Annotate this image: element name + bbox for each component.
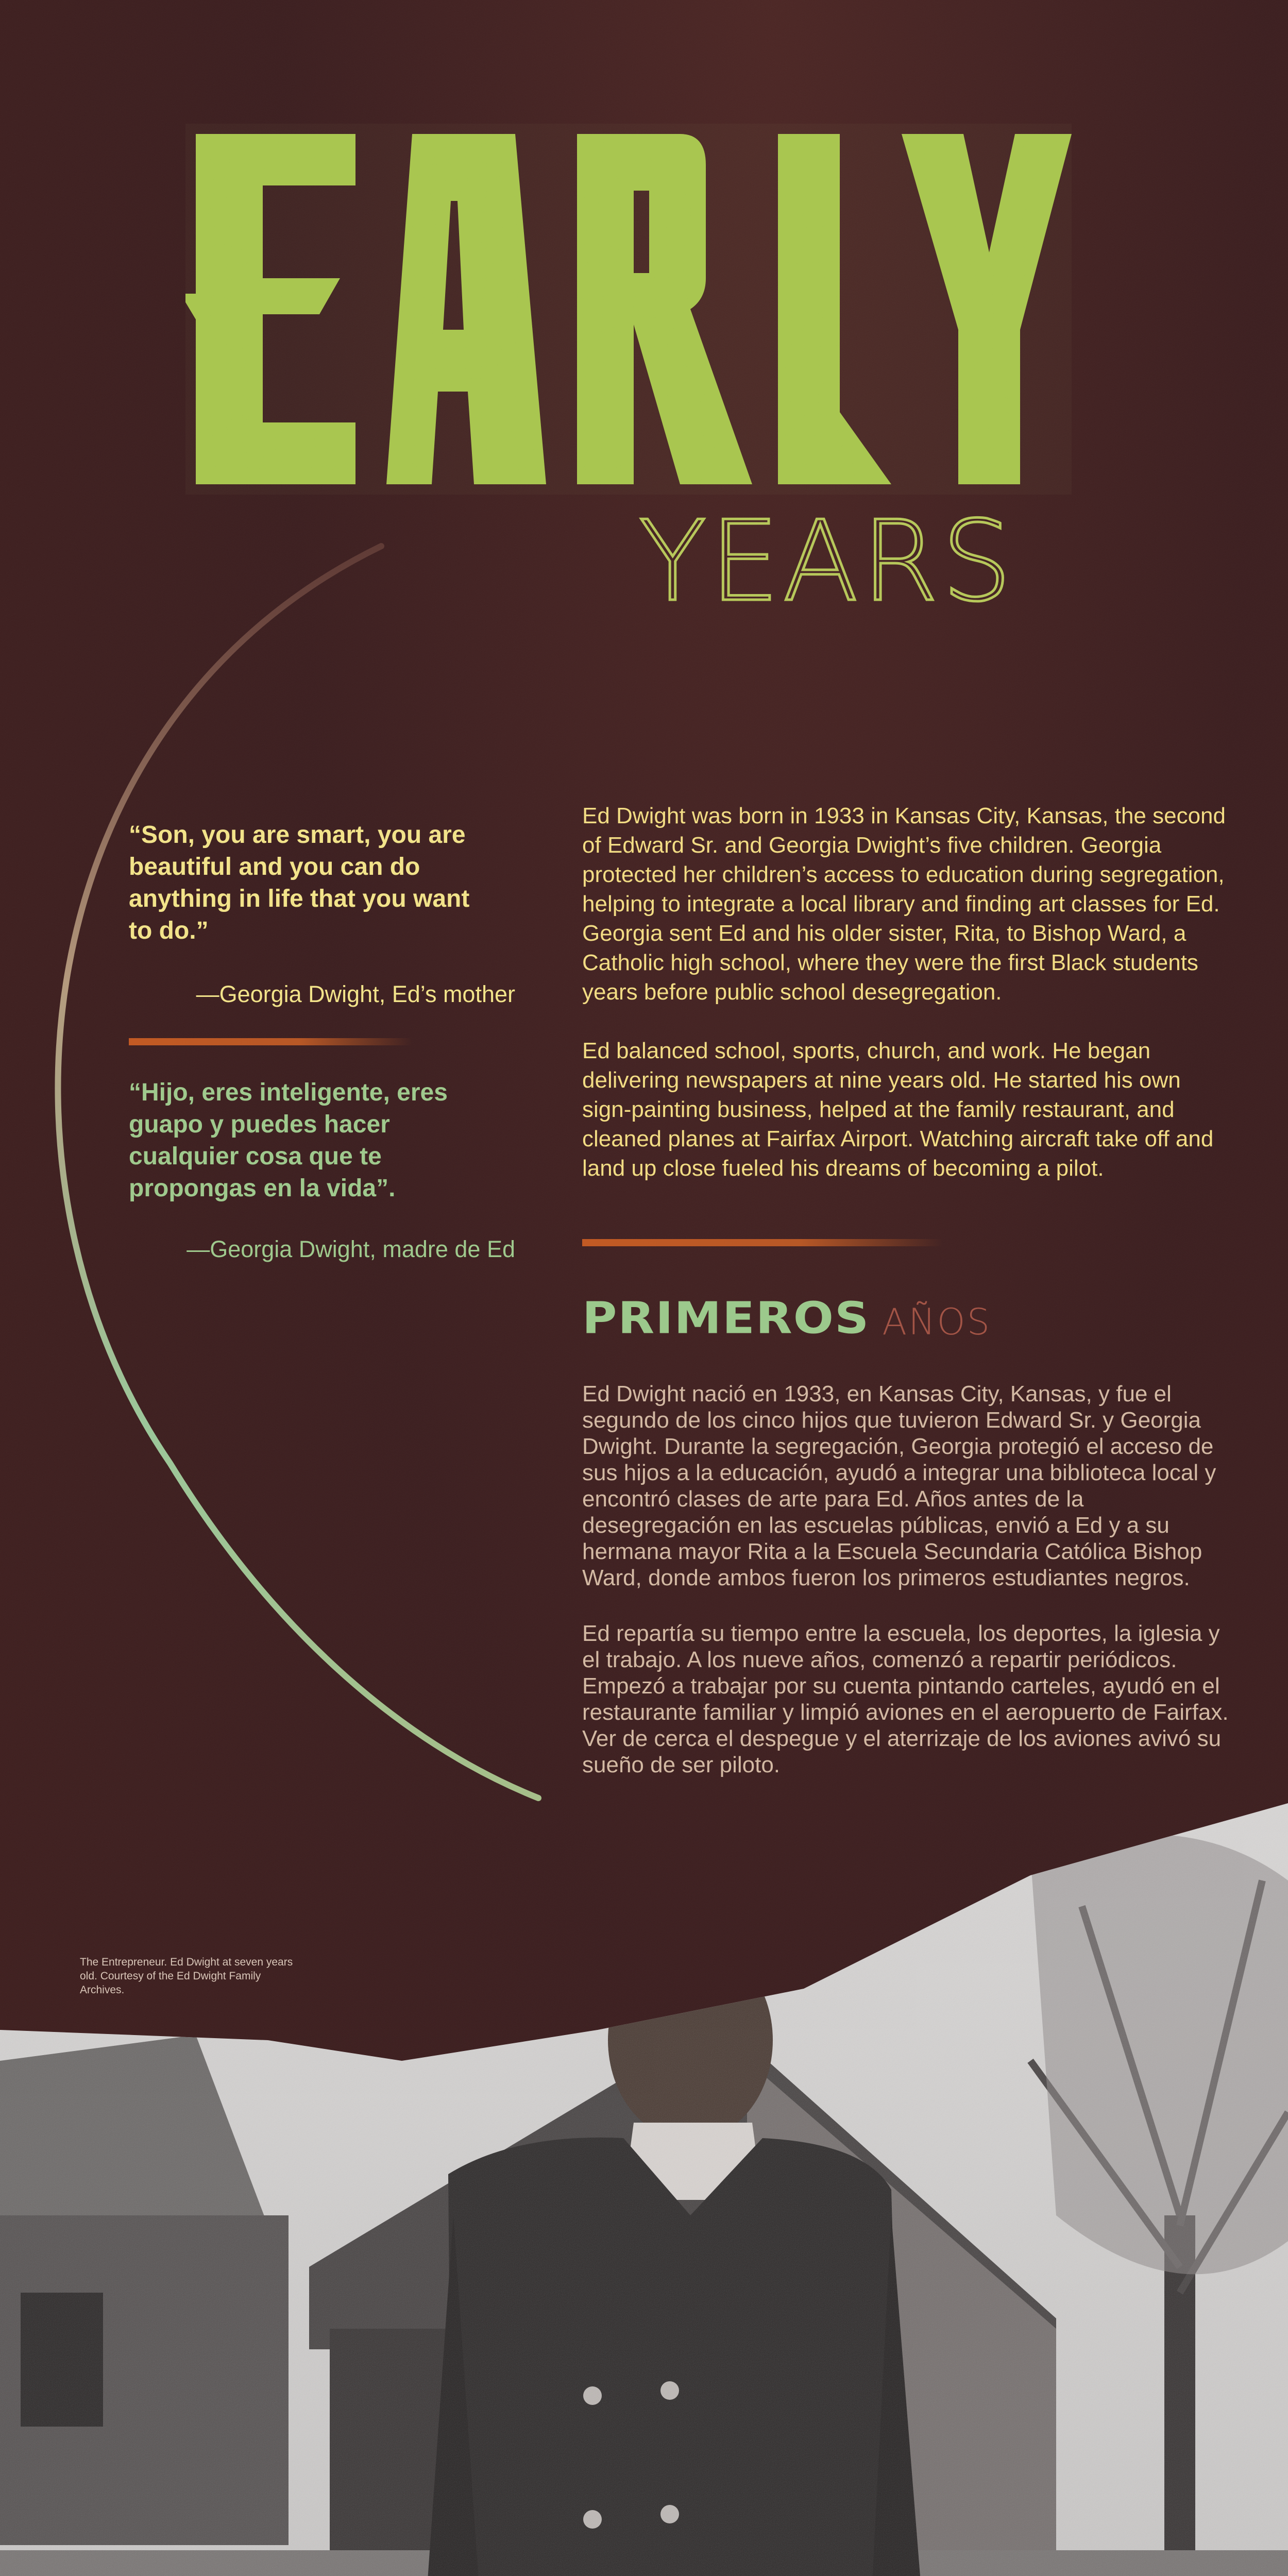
body-english-paragraph-2: Ed balanced school, sports, church, and work. He began delivering newspapers at nine years old. He started his own sign-painting business, helped at the family restaurant, and cleaned planes at Fairfax Airport. Watching aircraft take off and land up close fueled his dreams of becoming a pilot. xyxy=(582,1036,1226,1183)
photo-caption: The Entrepreneur. Ed Dwight at seven years old. Courtesy of the Ed Dwight Family Archives. xyxy=(80,1955,296,1997)
heading-spanish-primeros: PRIMEROS xyxy=(582,1293,870,1343)
title-years: YEARS xyxy=(613,507,1015,616)
body-spanish-paragraph-2: Ed repartía su tiempo entre la escuela, los deportes, la iglesia y el trabajo. A los nueve años, comenzó a repartir periódicos. Empezó a trabajar por su cuenta pintando carteles, ayudó en el restaurante familiar y limpió aviones en el aeropuerto de Fairfax. Ver de cerca el despegue y el aterrizaje de los aviones avivó su sueño de ser piloto. xyxy=(582,1620,1231,1778)
quote-english: “Son, you are smart, you are beautiful and you can do anything in life that you want to do.” xyxy=(129,819,495,947)
quote-spanish: “Hijo, eres inteligente, eres guapo y puedes hacer cualquier cosa que te propongas en la vida”. xyxy=(129,1077,495,1205)
body-english-paragraph-1: Ed Dwight was born in 1933 in Kansas City, Kansas, the second of Edward Sr. and Georgia Dwight’s five children. Georgia protected her children’s access to education during segregation, helping to integrate a local library and finding art classes for Ed. Georgia sent Ed and his older sister, Rita, to Bishop Ward, a Catholic high school, where they were the first Black students years before public school desegregation. xyxy=(582,801,1226,1007)
quote-attribution-english: —Georgia Dwight, Ed’s mother xyxy=(124,979,515,1010)
body-spanish-paragraph-1: Ed Dwight nació en 1933, en Kansas City, Kansas, y fue el segundo de los cinco hijos que tuvieron Edward Sr. y Georgia Dwight. Durante la segregación, Georgia protegió el acceso de sus hijos a la educación, ayudó a integrar una biblioteca local y encontró clases de arte para Ed. Años antes de la desegregación en las escuelas públicas, envió a Ed y a su hermana mayor Rita a la Escuela Secundaria Católica Bishop Ward, donde ambos fueron los primeros estudiantes negros. xyxy=(582,1381,1231,1591)
quote-attribution-spanish: —Georgia Dwight, madre de Ed xyxy=(124,1234,515,1265)
heading-spanish-anos: AÑOS xyxy=(882,1301,991,1343)
